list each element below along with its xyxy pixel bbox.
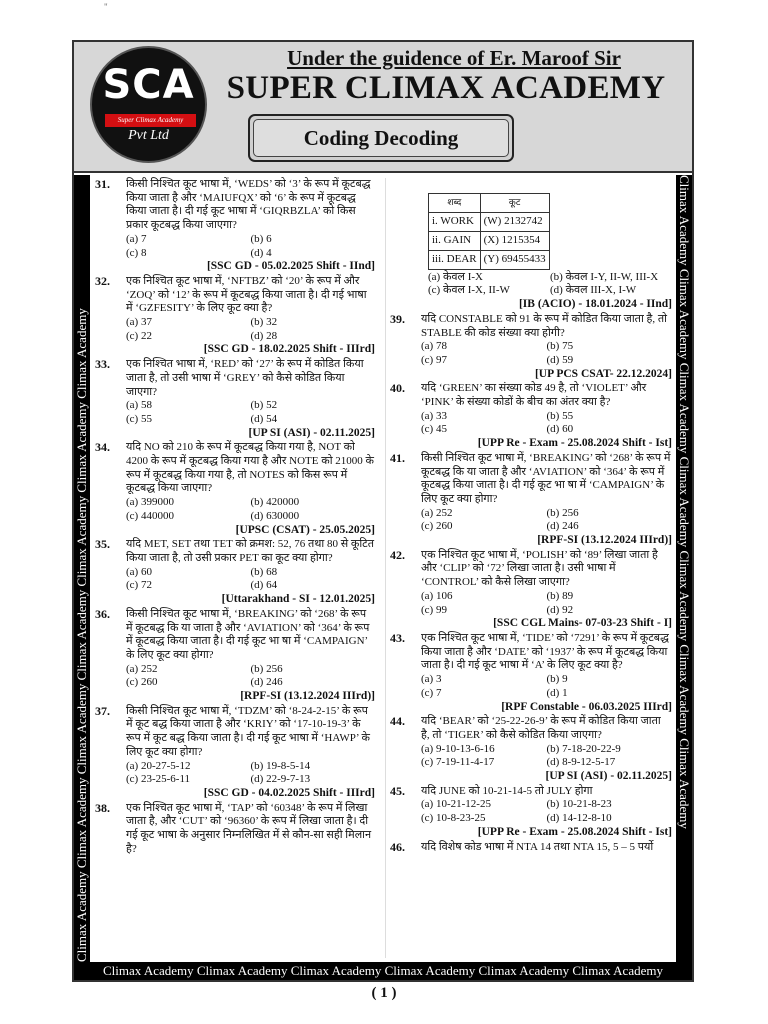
code-table-header: कूट <box>480 194 549 213</box>
option: (b) 19-8-5-14 <box>250 759 311 772</box>
option: (b) 52 <box>250 399 278 412</box>
question-source: [UPSC (CSAT) - 25.05.2025] <box>235 523 375 536</box>
option: (a) 58 <box>126 399 152 412</box>
right-side-strip <box>676 175 692 962</box>
question-source: [SSC GD - 18.02.2025 Shift - IIIrd] <box>203 343 375 356</box>
option: (d) 1 <box>546 686 568 699</box>
question-item <box>390 632 672 714</box>
option: (b) 10-21-8-23 <box>546 798 612 811</box>
option: (c) 45 <box>421 423 447 436</box>
option: (d) 54 <box>250 412 278 425</box>
option: (c) 22 <box>126 329 152 342</box>
option: (c) 10-8-23-25 <box>421 812 486 825</box>
question-text: किसी निश्चित कूट भाषा में, ‘BREAKING’ को ‘268’ के रूप में कूटबद्ध कि या जाता है और ‘AVIATION’ को ‘364’ के रूप में कूटबद्ध किया जाता है। दी गई कूट भा षा में ‘CAMPAIGN’ के लिए कूट क्या होगा? <box>421 451 671 505</box>
column-divider <box>385 178 386 958</box>
question-text: किसी निश्चित कूट भाषा में, ‘WEDS’ को ‘3’ के रूप में कूटबद्ध किया जाता है और ‘MAIUFQX’ को ‘6’ के रूप में कूटबद्ध किया जाता है। दी गई कूट भाषा में ‘GIQRBZLA’ को किस प्रकार कूटबद्ध किया जाएगा? <box>126 178 371 232</box>
question-item <box>390 452 672 548</box>
option: (a) 60 <box>126 565 152 578</box>
option: (d) 4 <box>250 246 272 259</box>
question-item <box>390 785 672 840</box>
option: (a) केवल I-X <box>428 270 484 283</box>
code-table-row <box>429 231 550 250</box>
option: (a) 252 <box>126 662 158 675</box>
option: (b) 32 <box>250 316 278 329</box>
option: (a) 7 <box>126 232 147 245</box>
option: (a) 37 <box>126 316 152 329</box>
question-options <box>126 760 375 787</box>
code-table-row <box>429 212 550 231</box>
option: (d) 22-9-7-13 <box>250 773 311 786</box>
option: (a) 9-10-13-6-16 <box>421 742 495 755</box>
stray-mark: " <box>104 2 108 12</box>
question-options <box>421 673 672 700</box>
question-text: एक निश्चित कूट भाषा में, ‘TIDE’ को ‘7291’ के रूप में कूटबद्ध किया जाता है और ‘DATE’ को ‘1937’ के रूप में कूटबद्ध किया जाता है। दी गई कूट भाषा में ‘A’ के लिए कूट क्या है? <box>421 631 669 672</box>
bottom-strip: Climax Academy Climax Academy Climax Academy Climax Academy Climax Academy Climax Academy <box>74 962 692 980</box>
question-item <box>390 841 672 855</box>
right-column <box>390 178 672 854</box>
left-side-strip <box>74 175 90 962</box>
question-number: 35. <box>95 537 110 552</box>
question-options <box>421 743 672 770</box>
question-number: 33. <box>95 357 110 372</box>
question-source: [UPP Re - Exam - 25.08.2024 Shift - Ist] <box>477 437 672 450</box>
option: (b) केवल I-Y, II-W, III-X <box>550 270 659 283</box>
question-item <box>95 802 375 857</box>
question-source: [SSC GD - 05.02.2025 Shift - IInd] <box>206 260 375 273</box>
question-item <box>95 608 375 704</box>
option: (c) 260 <box>126 676 158 689</box>
question-source: [Uttarakhand - SI - 12.01.2025] <box>221 593 375 606</box>
code-table-header: शब्द <box>429 194 481 213</box>
question-options <box>126 233 375 260</box>
option: (a) 20-27-5-12 <box>126 759 191 772</box>
question-text: यदि JUNE को 10-21-14-5 तो JULY होगा <box>421 784 593 797</box>
page-number: ( 1 ) <box>371 985 397 1001</box>
question-text: किसी निश्चित कूट भाषा में, ‘BREAKING’ को ‘268’ के रूप में कूटबद्ध कि या जाता है और ‘AVIATION’ को ‘364’ के रूप में कूटबद्ध किया जाता है। दी गई कूट भा षा में ‘CAMPAIGN’ के लिए कूट क्या होगा? <box>126 607 370 661</box>
code-table-cell: (X) 1215354 <box>480 231 549 250</box>
option: (c) 260 <box>421 520 453 533</box>
question-text: एक निश्चित कूट भाषा में, ‘NFTBZ’ को ‘20’ के रूप में और ‘ZOQ’ को ‘12’ के रूप में कूटबद्ध किया जाता है। दी गई भाषा में ‘GZFESITY’ के लिए कूट क्या है? <box>126 274 367 315</box>
option: (a) 106 <box>421 589 453 602</box>
sca-logo <box>90 46 207 163</box>
question-number: 44. <box>390 714 405 729</box>
question-item <box>390 313 672 382</box>
question-text: यदि MET, SET तथा TET को क्रमश: 52, 76 तथा 80 से कूटित किया जाता है, तो उसी प्रकार PET का कूट क्या होगा? <box>126 538 374 564</box>
question-options <box>421 590 672 617</box>
option: (b) 6 <box>250 232 272 245</box>
question-text: एक निश्चित कूट भाषा में, ‘POLISH’ को ‘89’ लिखा जाता है और ‘CLIP’ को ‘72’ लिखा जाता है। उसी भाषा में ‘CONTROL’ को कैसे लिखा जाएगा? <box>421 548 658 589</box>
option: (c) 7 <box>421 686 442 699</box>
left-column <box>95 178 375 856</box>
question-text: एक निश्चित कूट भाषा में, ‘TAP’ को ‘60348’ के रूप में लिखा जाता है, और ‘CUT’ को ‘96360’ के रूप में लिखा जाता है। दी गई कूट भाषा के अनुसार निम्नलिखित में से कौन-सा सही मिलान है? <box>126 801 372 855</box>
question-options <box>421 507 672 534</box>
option: (c) 99 <box>421 603 447 616</box>
option: (c) 23-25-6-11 <box>126 773 191 786</box>
question-item <box>390 382 672 451</box>
question-source: [UP PCS CSAT- 22.12.2024] <box>534 367 672 380</box>
option: (b) 9 <box>546 673 568 686</box>
code-table-cell: i. WORK <box>429 212 481 231</box>
question-source: [UP SI (ASI) - 02.11.2025] <box>545 770 672 783</box>
option: (d) केवल III-X, I-W <box>550 284 637 297</box>
question-options <box>421 410 672 437</box>
question-number: 46. <box>390 839 405 854</box>
option: (c) 440000 <box>126 509 174 522</box>
code-table-cell: iii. DEAR <box>429 250 481 269</box>
option: (d) 59 <box>546 353 574 366</box>
question-options <box>126 316 375 343</box>
question-options <box>126 399 375 426</box>
option: (b) 68 <box>250 565 278 578</box>
question-text: यदि ‘BEAR’ को ‘25-22-26-9’ के रूप में कोडित किया जाता है, तो ‘TIGER’ को कैसे कोडित किया जाएगा? <box>421 715 661 741</box>
option: (d) 246 <box>546 520 579 533</box>
question-item <box>95 705 375 801</box>
question-number: 42. <box>390 547 405 562</box>
option: (a) 33 <box>421 409 447 422</box>
option: (d) 64 <box>250 579 278 592</box>
question-38-options <box>428 271 672 298</box>
question-item <box>95 358 375 440</box>
code-table-header-row <box>429 194 550 213</box>
guidance-line: Under the guidence of Er. Maroof Sir <box>287 46 621 70</box>
code-table-cell: (W) 2132742 <box>480 212 549 231</box>
question-item <box>95 538 375 607</box>
question-number: 38. <box>95 800 110 815</box>
question-source: [UPP Re - Exam - 25.08.2024 Shift - Ist] <box>477 825 672 838</box>
option: (a) 10-21-12-25 <box>421 798 491 811</box>
logo-text: SCA <box>102 62 195 108</box>
question-number: 37. <box>95 703 110 718</box>
option: (b) 89 <box>546 589 574 602</box>
left-side-strip-text: Climax Academy Climax Academy Climax Academy Climax Academy Climax Academy Climax Academy Climax Academy <box>74 308 89 962</box>
question-source: [RPF-SI (13.12.2024 IIIrd)] <box>537 534 672 547</box>
option: (b) 75 <box>546 340 574 353</box>
option: (d) 14-12-8-10 <box>546 812 612 825</box>
question-number: 40. <box>390 381 405 396</box>
option: (a) 3 <box>421 673 442 686</box>
option: (a) 252 <box>421 506 453 519</box>
option: (b) 55 <box>546 409 574 422</box>
question-text: यदि ‘GREEN’ का संख्या कोड 49 है, तो ‘VIOLET’ और ‘PINK’ के संख्या कोडों के बीच का अंतर क्या है? <box>421 382 647 409</box>
option: (d) 630000 <box>250 509 300 522</box>
topic-title: Coding Decoding <box>253 119 509 157</box>
option: (b) 7-18-20-22-9 <box>546 742 621 755</box>
right-question-list <box>390 313 672 854</box>
question-options <box>126 663 375 690</box>
question-source: [RPF-SI (13.12.2024 IIIrd)] <box>240 690 375 703</box>
option: (d) 8-9-12-5-17 <box>546 756 616 769</box>
option: (a) 399000 <box>126 496 174 509</box>
option: (d) 92 <box>546 603 574 616</box>
code-table-cell: ii. GAIN <box>429 231 481 250</box>
option: (d) 28 <box>250 329 278 342</box>
topic-box <box>248 114 514 162</box>
option: (c) 72 <box>126 579 152 592</box>
option: (b) 420000 <box>250 496 300 509</box>
question-options <box>126 496 375 523</box>
question-text: यदि CONSTABLE को 91 के रूप में कोडित किया जाता है, तो STABLE की कोड संख्या क्या होगी? <box>421 312 668 339</box>
option: (c) केवल I-X, II-W <box>428 284 510 297</box>
question-38-continued <box>390 271 672 312</box>
question-number: 31. <box>95 177 110 191</box>
question-options <box>421 340 672 367</box>
question-text: एक निश्चित भाषा में, ‘RED’ को ‘27’ के रूप में कोडित किया जाता है, तो उसी भाषा में ‘GREY’ को कैसे कोडित किया जाएगा? <box>126 358 364 398</box>
question-number: 43. <box>390 630 405 645</box>
right-side-strip-text: Climax Academy Climax Academy Climax Academy Climax Academy Climax Academy Climax Academy Climax Academy <box>677 175 692 829</box>
question-number: 34. <box>95 440 110 455</box>
question-text: यदि विशेष कोड भाषा में NTA 14 तथा NTA 15, 5 – 5 पर्यो <box>421 840 654 853</box>
code-table-row <box>429 250 550 269</box>
question-source: [UP SI (ASI) - 02.11.2025] <box>248 426 375 439</box>
question-text: यदि NO को 210 के रूप में कूटबद्ध किया गया है, NOT को 4200 के रूप में कूटबद्ध किया गया है और NOTE को 21000 के रूप में कूटबद्ध किया गया है, तो NOTES को किस रूप में कूटबद्ध किया जाएगा? <box>126 441 374 495</box>
logo-subtitle: Pvt Ltd <box>128 128 169 143</box>
logo-band: Super Climax Academy <box>105 114 196 127</box>
question-item <box>95 178 375 274</box>
question-options <box>126 566 375 593</box>
question-number: 45. <box>390 783 405 798</box>
option: (a) 78 <box>421 340 447 353</box>
question-item <box>390 549 672 631</box>
question-source: [RPF Constable - 06.03.2025 IIIrd] <box>501 700 672 713</box>
code-table <box>428 193 550 270</box>
option: (d) 246 <box>250 676 283 689</box>
question-item <box>390 715 672 784</box>
question-source: [IB (ACIO) - 18.01.2024 - IInd] <box>518 298 672 311</box>
option: (c) 7-19-11-4-17 <box>421 756 495 769</box>
question-item <box>95 275 375 357</box>
option: (c) 55 <box>126 412 152 425</box>
question-number: 36. <box>95 606 110 621</box>
page-header <box>74 42 692 173</box>
question-text: किसी निश्चित कूट भाषा में, ‘TDZM’ को ‘8-24-2-15’ के रूप में कूट बद्ध किया जाता है और ‘KRIY’ को ‘17-10-19-3’ के रूप में कूट बद्ध किया जाता है। दी गई कूट भाषा में ‘HAWP’ के लिए कूट क्या होगा? <box>126 704 370 758</box>
question-source: [SSC CGL Mains- 07-03-23 Shift - I] <box>493 617 672 630</box>
academy-title: SUPER CLIMAX ACADEMY <box>226 70 666 106</box>
question-options <box>421 798 672 825</box>
question-number: 32. <box>95 273 110 288</box>
option: (d) 60 <box>546 423 574 436</box>
question-source: [SSC GD - 04.02.2025 Shift - IIIrd] <box>203 786 375 799</box>
option: (b) 256 <box>250 662 283 675</box>
code-table-cell: (Y) 69455433 <box>480 250 549 269</box>
option: (b) 256 <box>546 506 579 519</box>
question-number: 41. <box>390 450 405 465</box>
question-number: 39. <box>390 311 405 326</box>
option: (c) 97 <box>421 353 447 366</box>
option: (c) 8 <box>126 246 147 259</box>
question-item <box>95 441 375 537</box>
